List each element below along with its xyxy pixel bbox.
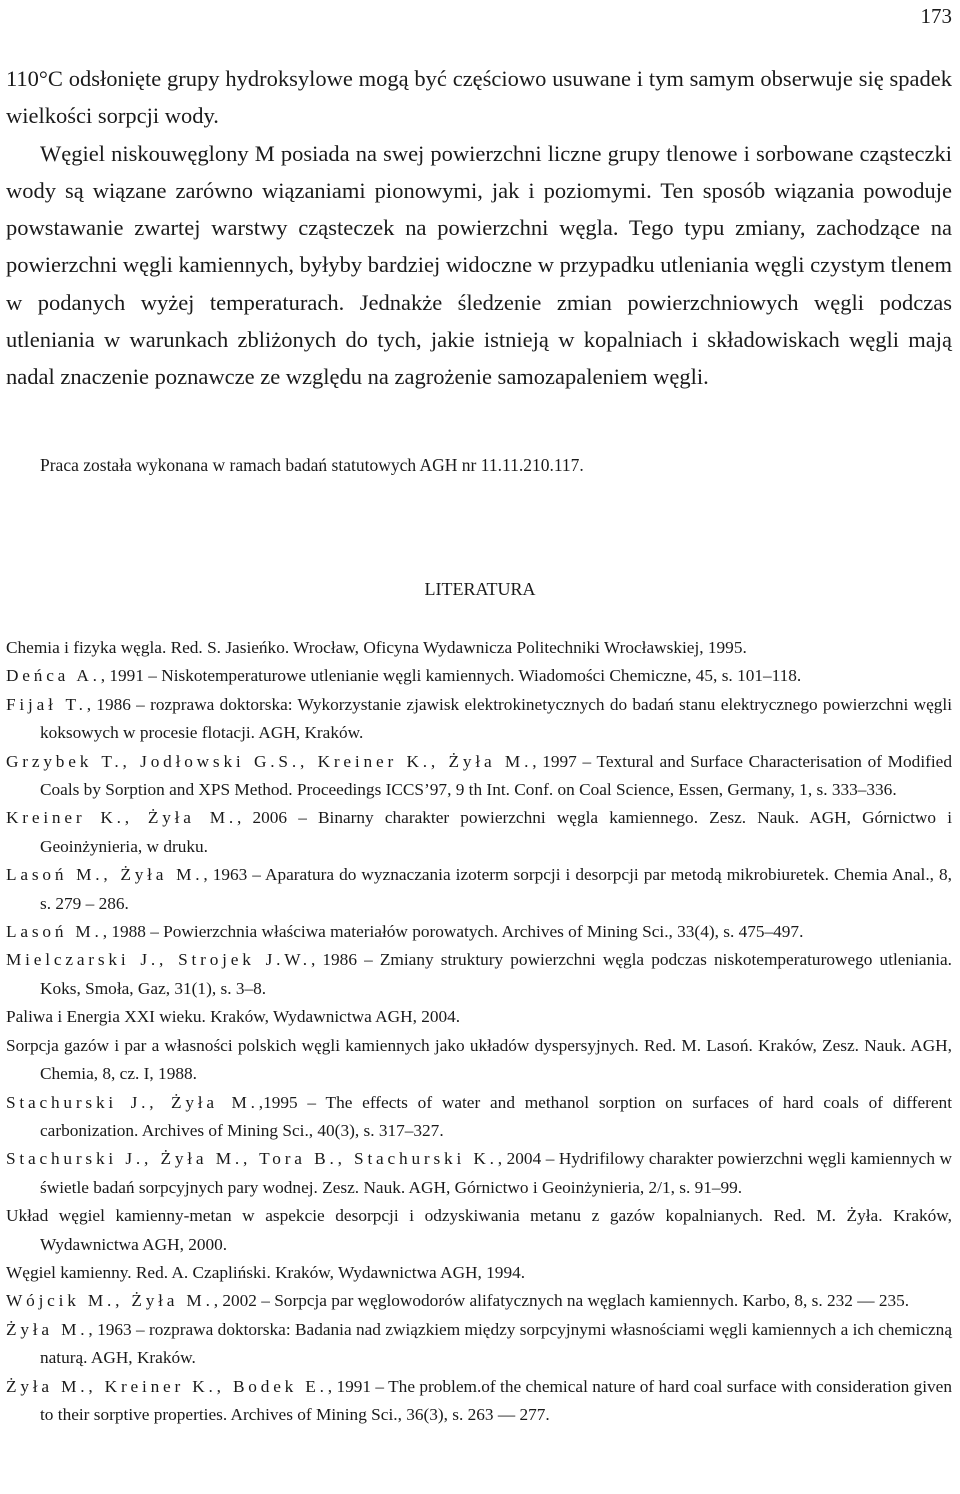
reference-item (6, 946, 952, 1003)
reference-item (6, 662, 952, 690)
reference-text: , 2004 – Hydrifilowy charakter powierzchni węgli kamiennych w świetle badań sorpcyjnych pary wodnej. Zesz. Nauk. AGH, Górnictwo i Geoinżynieria, 2/1, s. 91–99. (40, 1149, 952, 1197)
reference-item (6, 1373, 952, 1430)
paragraph-1: 110°C odsłonięte grupy hydroksylowe mogą być częściowo usuwane i tym samym obserwuje się spadek wielkości sorpcji wody. (6, 66, 952, 129)
reference-text: , 1997 – Textural and Surface Characterisation of Modified Coals by Sorption and XPS Method. Proceedings ICCS’97, 9 th Int. Conf. on Coal Science, Essen, Germany, 1, s. 333–336. (40, 751, 952, 800)
page-number: 173 (920, 4, 952, 28)
reference-text: , 1963 – Aparatura do wyznaczania izoterm sorpcji i desorpcji par metodą mikrobiuretek. Chemia Anal., 8, s. 279 – 286. (40, 865, 952, 913)
reference-item (6, 691, 952, 748)
reference-authors: Deńca A. (6, 666, 101, 686)
reference-text: , 1991 – Niskotemperaturowe utlenianie węgli kamiennych. Wiadomości Chemiczne, 45, s. 101–118. (100, 666, 802, 686)
reference-text: , 2002 – Sorpcja par węglowodorów alifatycznych na węglach kamiennych. Karbo, 8, s. 232 — 235. (213, 1291, 910, 1311)
reference-authors: Stachurski J., Żyła M. (6, 1092, 259, 1112)
reference-text: , 1986 – Zmiany struktury powierzchni węgla podczas niskotemperaturowego utleniania. Koks, Smoła, Gaz, 31(1), s. 3–8. (40, 950, 952, 998)
acknowledgement: Praca została wykonana w ramach badań statutowych AGH nr 11.11.210.117. (40, 455, 584, 475)
reference-text: , 1963 – rozprawa doktorska: Badania nad związkiem między sorpcyjnymi własnościami węgli kamiennych a ich chemiczną naturą. AGH, Kraków. (40, 1319, 952, 1368)
reference-item (6, 1003, 952, 1031)
reference-authors: Żyła M., Kreiner K., Bodek E. (6, 1376, 328, 1396)
reference-text: Sorpcja gazów i par a własności polskich węgli kamiennych jako układów dyspersyjnych. Red. M. Lasoń. Kraków, Zesz. Nauk. AGH, Chemia, 8, cz. I, 1988. (6, 1035, 952, 1084)
reference-text: ,1995 – The effects of water and methanol sorption on surfaces of hard coals of different carbonization. Archives of Mining Sci., 40(3), s. 317–327. (40, 1092, 952, 1140)
literature-heading: LITERATURA (424, 579, 536, 599)
reference-authors: Stachurski J., Żyła M., Tora B., Stachurski K. (6, 1149, 498, 1169)
reference-authors: Lasoń M., Żyła M. (6, 865, 204, 885)
reference-item (6, 1089, 952, 1146)
reference-text: Węgiel kamienny. Red. A. Czapliński. Kraków, Wydawnictwa AGH, 1994. (6, 1262, 526, 1282)
body-text (6, 60, 952, 396)
reference-item (6, 1032, 952, 1089)
reference-authors: Fijał T. (6, 694, 87, 714)
reference-text: Paliwa i Energia XXI wieku. Kraków, Wydawnictwa AGH, 2004. (6, 1007, 461, 1027)
reference-authors: Żyła M. (6, 1319, 89, 1339)
paragraph-2: Węgiel niskouwęglony M posiada na swej powierzchni liczne grupy tlenowe i sorbowane cząsteczki wody są wiązane zarówno wiązaniami pionowymi, jak i poziomymi. Ten sposób wiązania powoduje powstawanie zwartej warstwy cząsteczek na powierzchni węgla. Tego typu zmiany, zachodzące na powierzchni węgli kamiennych, byłyby bardziej widoczne w przypadku utleniania węgli czystym tlenem w podanych wyżej temperaturach. Jednakże śledzenie zmian powierzchniowych węgli podczas utleniania w warunkach zbliżonych do tych, jakie istnieją w kopalniach i składowiskach węgli mają nadal znaczenie poznawcze ze względu na zagrożenie samozapaleniem węgli. (6, 140, 952, 390)
reference-item (6, 861, 952, 918)
reference-item (6, 804, 952, 861)
reference-authors: Kreiner K., Żyła M. (6, 808, 238, 828)
reference-item (6, 634, 952, 662)
reference-item (6, 1145, 952, 1202)
reference-item (6, 748, 952, 805)
reference-authors: Lasoń M. (6, 922, 103, 942)
reference-text: , 2006 – Binarny charakter powierzchni węgla kamiennego. Zesz. Nauk. AGH, Górnictwo i Geoinżynieria, w druku. (40, 808, 952, 856)
reference-list (6, 634, 952, 1429)
reference-text: , 1986 – rozprawa doktorska: Wykorzystanie zjawisk elektrokinetycznych do badań stanu elektrycznego powierzchni węgli koksowych w procesie flotacji. AGH, Kraków. (40, 694, 952, 743)
reference-item (6, 918, 952, 946)
reference-authors: Grzybek T., Jodłowski G.S., Kreiner K., Żyła M. (6, 751, 533, 771)
reference-item (6, 1202, 952, 1259)
reference-text: Chemia i fizyka węgla. Red. S. Jasieńko. Wrocław, Oficyna Wydawnicza Politechniki Wrocławskiej, 1995. (6, 638, 747, 657)
reference-item (6, 1259, 952, 1287)
reference-authors: Mielczarski J., Strojek J.W. (6, 950, 311, 970)
reference-text: Układ węgiel kamienny-metan w aspekcie desorpcji i odzyskiwania metanu z gazów kopalnianych. Red. M. Żyła. Kraków, Wydawnictwa AGH, 2000. (6, 1206, 952, 1254)
reference-text: , 1988 – Powierzchnia właściwa materiałów porowatych. Archives of Mining Sci., 33(4), s. 475–497. (102, 922, 804, 942)
reference-authors: Wójcik M., Żyła M. (6, 1291, 214, 1311)
reference-text: , 1991 – The problem.of the chemical nature of hard coal surface with consideration given to their sorptive properties. Archives of Mining Sci., 36(3), s. 263 — 277. (40, 1376, 952, 1424)
reference-item (6, 1316, 952, 1373)
reference-item (6, 1287, 952, 1315)
